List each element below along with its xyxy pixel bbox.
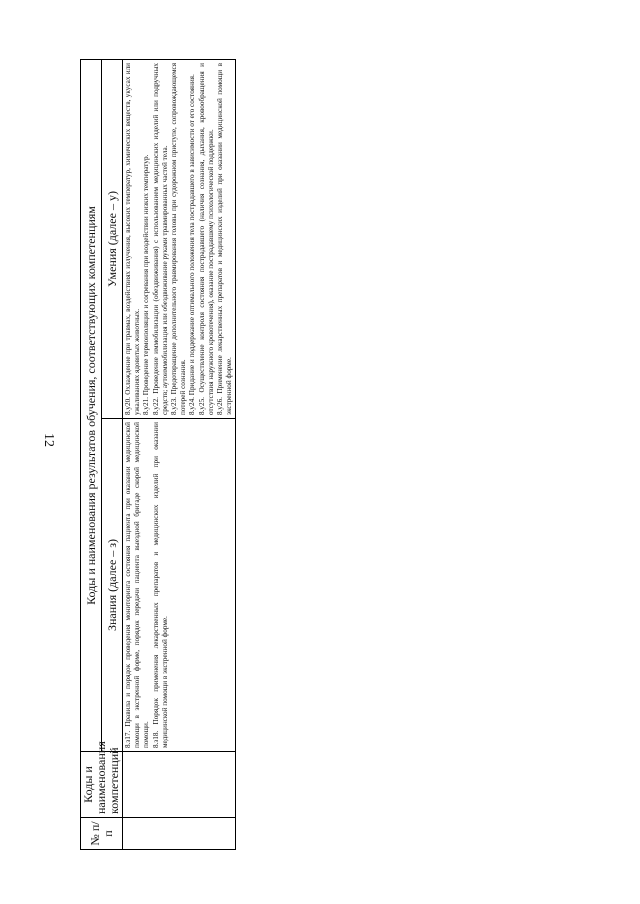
skill-item: 8.у22. Проведение иммобилизации (обездвиживания) с использованием медицинских изделий или подручных средств; аутоиммобилизация или обездвиживание руками травмированных частей тела.	[151, 62, 169, 415]
table-subheader-row	[102, 59, 123, 849]
skill-item: 8.у24. Придание и поддержание оптимального положения тела пострадавшего в зависимости от его состояния.	[188, 74, 197, 415]
rotated-table-container	[80, 60, 280, 850]
row-codes	[123, 752, 236, 818]
skill-item: 8.у25. Осуществление контроля состояния пострадавшего (наличия сознания, дыхания, кровообращения и отсутствия наружного кровотечения), оказание пострадавшему психологической поддержки.	[197, 62, 215, 415]
page-number: 12	[41, 433, 56, 447]
header-knowledge: Знания (далее – з)	[102, 419, 123, 752]
competency-table	[80, 59, 236, 850]
knowledge-cell	[123, 419, 236, 752]
skill-item: 8.у20. Охлаждение при травмах, воздействиях излучения, высоких температур, химических веществ, укусах или ужаливаниях ядовитых животных.	[124, 62, 142, 415]
knowledge-item: 8.з18. Порядок применения лекарственных препаратов и медицинских изделий при оказании медицинской помощи в экстренной форме.	[151, 422, 169, 748]
skill-item: 8.у21. Проведение термоизоляции и согревания при воздействии низких температур.	[142, 154, 151, 415]
table-header-row	[81, 59, 102, 849]
skills-cell	[123, 59, 236, 418]
table-row	[123, 59, 236, 849]
skill-item: 8.у26. Применение лекарственных препаратов и медицинских изделий при оказании медицинской помощи в экстренной форме.	[216, 62, 234, 415]
row-num	[123, 818, 236, 850]
header-skills: Умения (далее – у)	[102, 59, 123, 418]
header-num: № п/п	[81, 818, 123, 850]
header-results: Коды и наименования результатов обучения, соответствующих компетенциям	[81, 59, 102, 751]
knowledge-item: 8.з17. Правила и порядок проведения мониторинга состояния пациента при оказании медицинской помощи в экстренной форме, порядок передачи пациента выездной бригаде скорой медицинской помощи.	[124, 422, 151, 748]
header-codes: Коды и наименования компетенций	[81, 752, 123, 818]
skill-item: 8.у23. Предотвращение дополнительного травмирования головы при судорожном приступе, сопровождающемся потерей сознания.	[170, 62, 188, 415]
